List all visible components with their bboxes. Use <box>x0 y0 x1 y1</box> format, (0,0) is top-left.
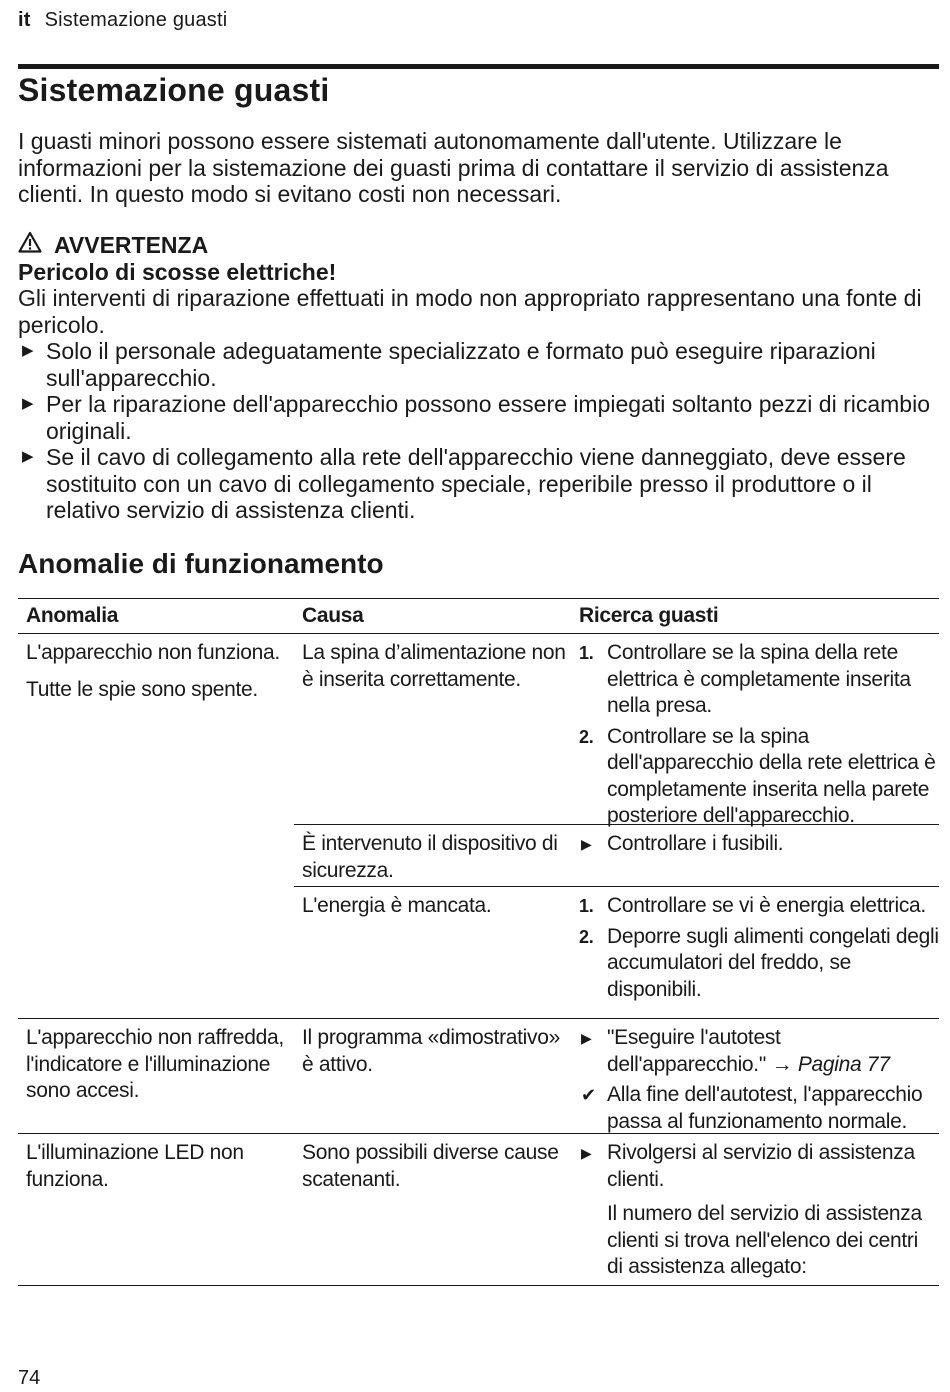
cause-rows <box>294 1019 939 1133</box>
page-number: 74 <box>18 1367 41 1389</box>
cause-rows <box>294 1134 939 1285</box>
bullet-triangle-icon: ▶ <box>581 836 592 852</box>
step: 2. Deporre sugli alimenti congelati degli accumulatori del freddo, se disponibili. <box>579 924 939 1001</box>
cause-row <box>294 634 939 825</box>
running-header <box>18 9 227 32</box>
causa-cell: Il programma «dimostrativo» è attivo. <box>302 1026 560 1076</box>
cause-rows <box>294 634 939 1018</box>
step: ▶ Rivolgersi al servizio di assistenza clienti. <box>581 1141 915 1191</box>
warning-heading <box>18 232 933 259</box>
checkmark-icon: ✔ <box>581 1085 596 1105</box>
service-note: Il numero del servizio di assistenza clienti si trova nell'elenco dei centri di assistenza allegato: <box>607 1202 922 1278</box>
ricerca-cell <box>571 825 939 886</box>
header-section-name: Sistemazione guasti <box>44 9 228 31</box>
troubleshooting-table <box>18 598 939 1286</box>
table-header <box>18 598 939 634</box>
warning-text: Gli interventi di riparazione effettuati in modo non appropriato rappresentano una fonte di pericolo. <box>18 285 922 338</box>
anomalia-cell: L'apparecchio non funziona. Tutte le spie sono spente. <box>26 641 280 701</box>
warning-list <box>18 338 933 524</box>
bullet-triangle-icon: ▶ <box>581 1145 592 1161</box>
warning-block <box>18 232 933 524</box>
causa-cell: La spina d’alimentazione non è inserita correttamente. <box>302 641 566 691</box>
cause-row <box>294 825 939 887</box>
section-title: Anomalie di funzionamento <box>18 548 384 579</box>
bullet-triangle-icon: ▶ <box>22 448 34 465</box>
ricerca-cell <box>571 1019 939 1143</box>
intro-paragraph: I guasti minori possono essere sistemati autonomamente dall'utente. Utilizzare le informazioni per la sistemazione dei guasti prima di contattare il servizio di assistenza clienti. In questo modo si evitano costi non necessari. <box>18 128 889 207</box>
step: 1. Controllare se vi è energia elettrica. <box>579 894 926 917</box>
header-causa: Causa <box>302 603 364 627</box>
step: ▶ "Eseguire l'autotest dell'apparecchio." → Pagina 77 <box>581 1026 890 1076</box>
table-row <box>18 634 939 1019</box>
header-rule <box>18 64 939 69</box>
header-ricerca-guasti: Ricerca guasti <box>579 603 719 627</box>
warning-subtitle: Pericolo di scosse elettriche! <box>18 258 337 285</box>
header-anomalia: Anomalia <box>26 603 119 627</box>
ricerca-cell <box>571 1134 939 1285</box>
warning-item: ▶ Solo il personale adeguatamente specializzato e formato può eseguire riparazioni sull'apparecchio. <box>22 338 876 391</box>
anomalia-cell: L'apparecchio non raffredda, l'indicatore e l'illuminazione sono accesi. <box>26 1026 284 1102</box>
warning-item: ▶ Per la riparazione dell'apparecchio possono essere impiegati soltanto pezzi di ricambio originali. <box>22 391 930 444</box>
step: 2. Controllare se la spina dell'apparecchio della rete elettrica è completamente inserita nella parete posteriore dell'apparecchio. <box>579 724 936 827</box>
language-code: it <box>18 9 31 31</box>
bullet-triangle-icon: ▶ <box>581 1030 592 1046</box>
table-row <box>18 1134 939 1286</box>
cause-row <box>294 1134 939 1285</box>
arrow-right-icon: → <box>771 1052 793 1076</box>
causa-cell: L'energia è mancata. <box>302 894 492 917</box>
table-row <box>18 1019 939 1134</box>
cause-row <box>294 1019 939 1143</box>
ricerca-cell <box>571 634 939 827</box>
bullet-triangle-icon: ▶ <box>22 342 34 359</box>
step: ▶ Controllare i fusibili. <box>579 831 939 858</box>
warning-triangle-icon <box>18 231 42 253</box>
ricerca-cell <box>571 887 939 1011</box>
step: ✔ Alla fine dell'autotest, l'apparecchio passa al funzionamento normale. <box>581 1083 923 1133</box>
anomalia-cell: L'illuminazione LED non funziona. <box>26 1141 244 1191</box>
causa-cell: Sono possibili diverse cause scatenanti. <box>302 1141 559 1191</box>
causa-cell: È intervenuto il dispositivo di sicurezza. <box>302 832 558 882</box>
step: 1. Controllare se la spina della rete elettrica è completamente inserita nella presa. <box>579 641 911 717</box>
warning-label: AVVERTENZA <box>54 232 209 258</box>
bullet-triangle-icon: ▶ <box>22 395 34 412</box>
page-reference: Pagina 77 <box>797 1052 890 1076</box>
cause-row <box>294 887 939 1011</box>
warning-item: ▶ Se il cavo di collegamento alla rete dell'apparecchio viene danneggiato, deve essere sostituito con un cavo di collegamento speciale, reperibile presso il produttore o il relativo servizio di assistenza clienti. <box>22 444 906 523</box>
page-title: Sistemazione guasti <box>18 72 330 108</box>
